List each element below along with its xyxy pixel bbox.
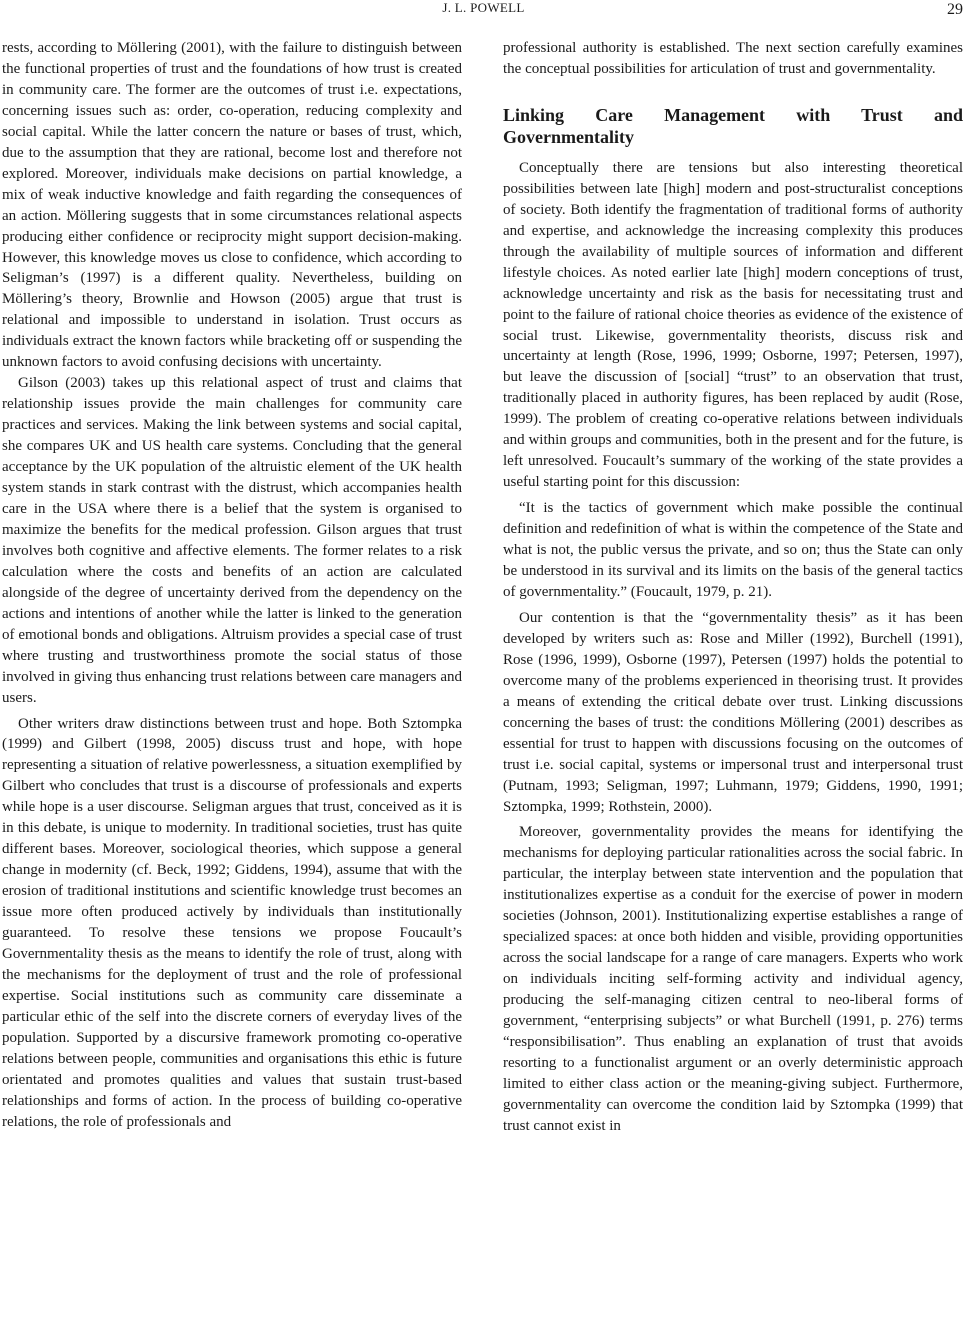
running-header [0, 0, 967, 24]
section-heading: Linking Care Management with Trust and Governmentality [503, 104, 963, 147]
body-paragraph: Gilson (2003) takes up this relational aspect of trust and claims that relationship issues provide the main challenges for community care practices and services. Making the link between systems and social capital, she compares UK and US health care systems. Concluding that the general acceptance by the UK population of the altruistic element of the UK health system stands in stark contrast with the distrust, which accompanies health care in the USA where there is a belief that the system is organised to maximize the benefits for the medical profession. Gilson argues that trust involves both cognitive and affective elements. The former relates to a risk calculation where the costs and benefits of an action are calculated alongside of the degree of uncertainty derived from the dependency on the actions and intentions of another while the latter is linked to the generation of emotional bonds and obligations. Altruism provides a special case of trust where trusting and trustworthiness promote the social status of those involved in giving thus enhancing trust relations between care managers and users. [2, 375, 462, 706]
right-column [503, 38, 963, 1137]
body-paragraph: Conceptually there are tensions but also interesting theoretical possibilities between late [high] modern and post-structuralist conceptions of society. Both identify the fragmentation of traditional forms of authority and expertise, and acknowledge the increasing complexity this produces through the availability of multiple sources of information and different lifestyle choices. As noted earlier late [high] modern conceptions of trust, acknowledge uncertainty and risk as the basis for necessitating trust and point to the failure of rational choice theories as evidence of the existence of social trust. Likewise, governmentality theorists, discuss risk and uncertainty at length (Rose, 1996, 1999; Osborne, 1997; Petersen, 1997), but leave the discussion of [social] “trust” to an observation that trust, traditionally placed in authority figures, has been replaced by audit (Rose, 1999). The problem of creating co-operative relations between individuals and within groups and communities, both in the present and for the future, is left unresolved. Foucault’s summary of the working of the state provides a useful starting point for this discussion: [503, 159, 963, 491]
body-paragraph: Moreover, governmentality provides the means for identifying the mechanisms for deploying particular rationalities across the social fabric. In particular, the interplay between state intervention and the population that institutionalizes expertise as a conduit for the exercise of power in modern societies (Johnson, 2001). Institutionalizing expertise establishes a range of specialized spaces: at once both hidden and visible, providing opportunities across the social landscape for a range of care managers. Experts who work on individuals inciting self-forming activity and individual agency, producing the self-managing citizen central to neo-liberal forms of government, “enterprising subjects” or what Burchell (1991, p. 276) terms “responsibilisation”. Thus enabling an explanation of trust that avoids resorting to a functionalist argument or an overly deterministic approach limited to either class action or the meaning-giving subject. Furthermore, governmentality can overcome the condition laid by Sztompka (1999) that trust cannot exist in [503, 824, 963, 1134]
body-paragraph: Our contention is that the “governmentality thesis” as it has been developed by writers such as: Rose and Miller (1992), Burchell (1991), Rose (1996, 1999), Osborne (1997), Petersen (1997) holds the potential to overcome many of the problems experienced in theorising trust. It provides a means of extending the critical debate over trust. Linking discussions concerning the bases of trust: the conditions Möllering (2001) describes as essential for trust to happen with discussions focusing on the outcomes of trust i.e. social capital, systems or impersonal trust and interpersonal trust (Putnam, 1993; Seligman, 1997; Luhmann, 1979; Giddens, 1990, 1991; Sztompka, 1999; Rothstein, 2000). [503, 609, 963, 815]
running-head-author: J. L. POWELL [442, 0, 525, 15]
block-quote: “It is the tactics of government which make possible the continual definition and redefinition of what is within the competence of the State and what is not, the public versus the private, and so on; thus the State can only be understood in its survival and its limits on the basis of the general tactics of governmentality.” (Foucault, 1979, p. 21). [503, 500, 963, 600]
body-paragraph: rests, according to Möllering (2001), with the failure to distinguish between the functional properties of trust and the foundations of how trust is created in community care. The former are the outcomes of trust i.e. expectations, concerning issues such as: order, co-operation, reducing complexity and social capital. While the latter concern the nature or bases of trust, which, due to the assumption that they are rational, become lost and therefore not explored. Moreover, individuals make decisions on partial knowledge, a mix of weak inductive knowledge and faith regarding the consequences of an action. Möllering suggests that in some circumstances relational aspects producing either confidence or reciprocity might support decision-making. However, this knowledge moves us close to confidence, which according to Seligman’s (1997) is a different quality. Nevertheless, building on Möllering’s theory, Brownlie and Howson (2005) argue that trust is relational and impossible to understand in isolation. Trust occurs as individuals extract the known factors while bracketing off or suspending the unknown factors to avoid confusing decisions with uncertainty. [2, 40, 462, 371]
left-column [2, 38, 462, 1133]
body-paragraph: professional authority is established. The next section carefully examines the conceptual possibilities for articulation of trust and governmentality. [503, 40, 963, 77]
body-paragraph: Other writers draw distinctions between trust and hope. Both Sztompka (1999) and Gilbert (1998, 2005) discuss trust and hope, with hope representing a situation of relative powerlessness, a situation exemplified by Gilbert who concludes that trust is a discourse of professionals and experts while hope is a user discourse. Seligman argues that trust, conceived as it is in this debate, is unique to modernity. In traditional societies, trust has quite different bases. Moreover, sociological theories, which suppose a general change in modernity (cf. Beck, 1992; Giddens, 1994), assume that with the erosion of traditional institutions and scientific knowledge trust becomes an issue more often produced actively by individuals than institutionally guaranteed. To resolve these tensions we propose Foucault’s Governmentality thesis as the means to identify the role of trust, along with the mechanisms for the deployment of trust and the role of professional expertise. Social institutions such as community care disseminate a particular ethic of the self into the discrete corners of everyday lives of the population. Supported by a discursive framework promoting co-operative relations between people, communities and organisations this ethic is future orientated and promotes qualities and values that sustain trust-based relationships and forms of action. In the process of building co-operative relations, the role of professionals and [2, 715, 462, 1130]
page-number: 29 [947, 1, 963, 18]
